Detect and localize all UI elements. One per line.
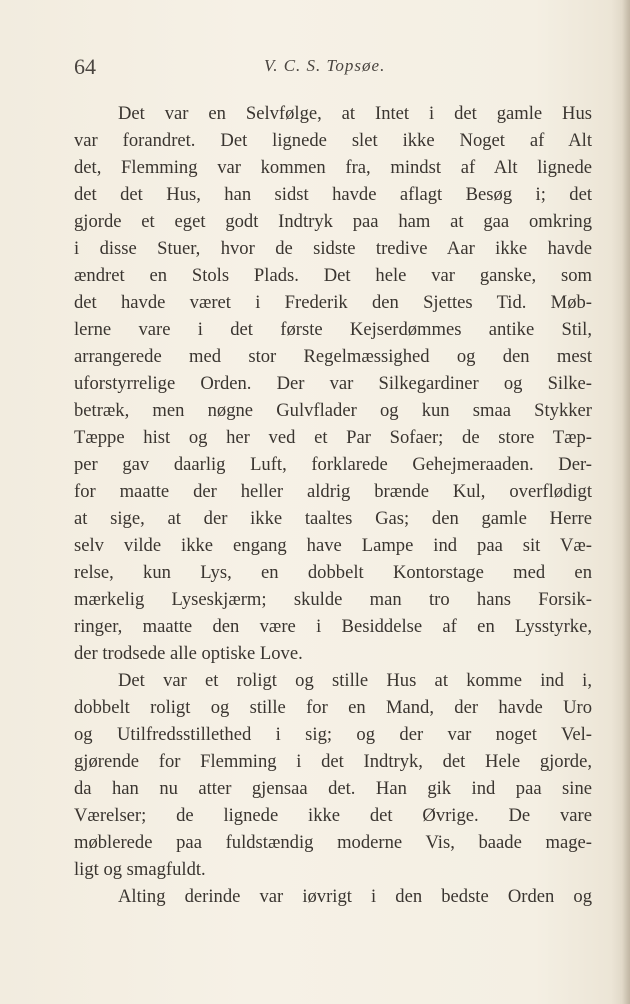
text-line: det havde været i Frederik den Sjettes Tid. Møb- <box>74 292 592 313</box>
text-line: arrangerede med stor Regelmæssighed og den mest <box>74 346 592 367</box>
text-line: gjørende for Flemming i det Indtryk, det Hele gjorde, <box>74 751 592 772</box>
text-line: ligt og smagfuldt. <box>74 859 206 880</box>
page-number: 64 <box>74 54 96 79</box>
text-line: Tæppe hist og her ved et Par Sofaer; de store Tæp- <box>74 427 592 448</box>
body-text <box>74 100 592 910</box>
text-line: for maatte der heller aldrig brænde Kul, overflødigt <box>74 481 592 502</box>
text-line: gjorde et eget godt Indtryk paa ham at gaa omkring <box>74 211 592 232</box>
text-line: selv vilde ikke engang have Lampe ind paa sit Væ- <box>74 535 592 556</box>
text-line: Værelser; de lignede ikke det Øvrige. De vare <box>74 805 592 826</box>
page-edge-shadow <box>622 0 630 1004</box>
text-line: da han nu atter gjensaa det. Han gik ind paa sine <box>74 778 592 799</box>
text-line: betræk, men nøgne Gulvflader og kun smaa Stykker <box>74 400 592 421</box>
text-line: per gav daarlig Luft, forklarede Gehejmeraaden. Der- <box>74 454 592 475</box>
text-line: i disse Stuer, hvor de sidste tredive Aar ikke havde <box>74 238 592 259</box>
text-line: lerne vare i det første Kejserdømmes antike Stil, <box>74 319 592 340</box>
text-line: ringer, maatte den være i Besiddelse af en Lysstyrke, <box>74 616 592 637</box>
text-line: ændret en Stols Plads. Det hele var ganske, som <box>74 265 592 286</box>
text-line: relse, kun Lys, en dobbelt Kontorstage med en <box>74 562 592 583</box>
text-line: Det var en Selvfølge, at Intet i det gamle Hus <box>118 103 592 124</box>
text-line: møblerede paa fuldstændig moderne Vis, baade mage- <box>74 832 592 853</box>
text-line: mærkelig Lyseskjærm; skulde man tro hans Forsik- <box>74 589 592 610</box>
text-line: det det Hus, han sidst havde aflagt Besøg i; det <box>74 184 592 205</box>
page-header <box>74 52 596 82</box>
running-head: V. C. S. Topsøe. <box>264 56 386 75</box>
text-line: uforstyrrelige Orden. Der var Silkegardiner og Silke- <box>74 373 592 394</box>
text-line: var forandret. Det lignede slet ikke Noget af Alt <box>74 130 592 151</box>
text-line: Det var et roligt og stille Hus at komme ind i, <box>118 670 592 691</box>
text-line: der trodsede alle optiske Love. <box>74 643 303 664</box>
text-line: Alting derinde var iøvrigt i den bedste Orden og <box>118 886 592 907</box>
text-line: dobbelt roligt og stille for en Mand, der havde Uro <box>74 697 592 718</box>
text-line: at sige, at der ikke taaltes Gas; den gamle Herre <box>74 508 592 529</box>
text-line: det, Flemming var kommen fra, mindst af Alt lignede <box>74 157 592 178</box>
text-line: og Utilfredsstillethed i sig; og der var noget Vel- <box>74 724 592 745</box>
